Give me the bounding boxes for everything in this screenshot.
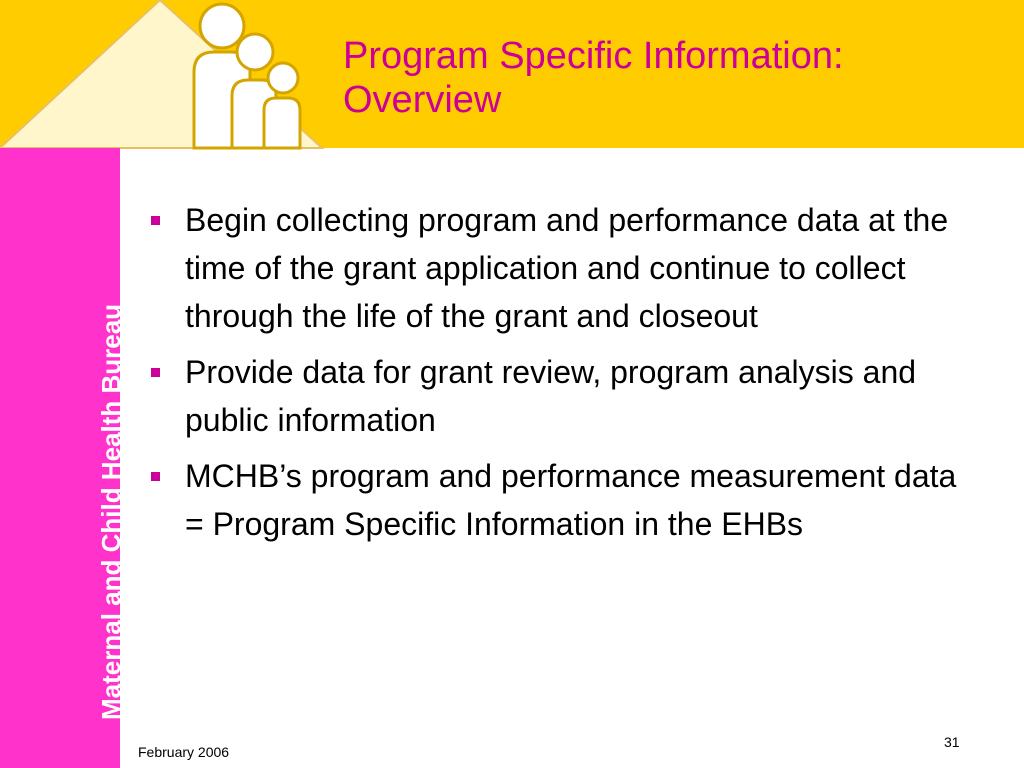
slide-title-line-1: Program Specific Information: (343, 35, 844, 77)
sidebar-organization-label: Maternal and Child Health Bureau (96, 303, 126, 720)
bullet-text: Begin collecting program and performance data at the time of the grant application and continue to collect through the life of the grant and closeout (185, 202, 949, 334)
square-bullet-icon (151, 216, 160, 225)
bullet-text: Provide data for grant review, program analysis and public information (185, 354, 917, 438)
slide-title (343, 34, 1003, 122)
bullet-item (145, 452, 965, 548)
family-house-logo-icon (0, 0, 330, 152)
bullet-item (145, 348, 965, 444)
bullet-item (145, 196, 965, 340)
bullet-list (145, 196, 965, 556)
slide-title-line-2: Overview (343, 79, 502, 121)
page-number: 31 (944, 734, 960, 750)
square-bullet-icon (151, 472, 160, 481)
square-bullet-icon (151, 368, 160, 377)
bullet-text: MCHB’s program and performance measurement data = Program Specific Information in the EHBs (185, 458, 957, 542)
footer-date: February 2006 (138, 744, 230, 760)
